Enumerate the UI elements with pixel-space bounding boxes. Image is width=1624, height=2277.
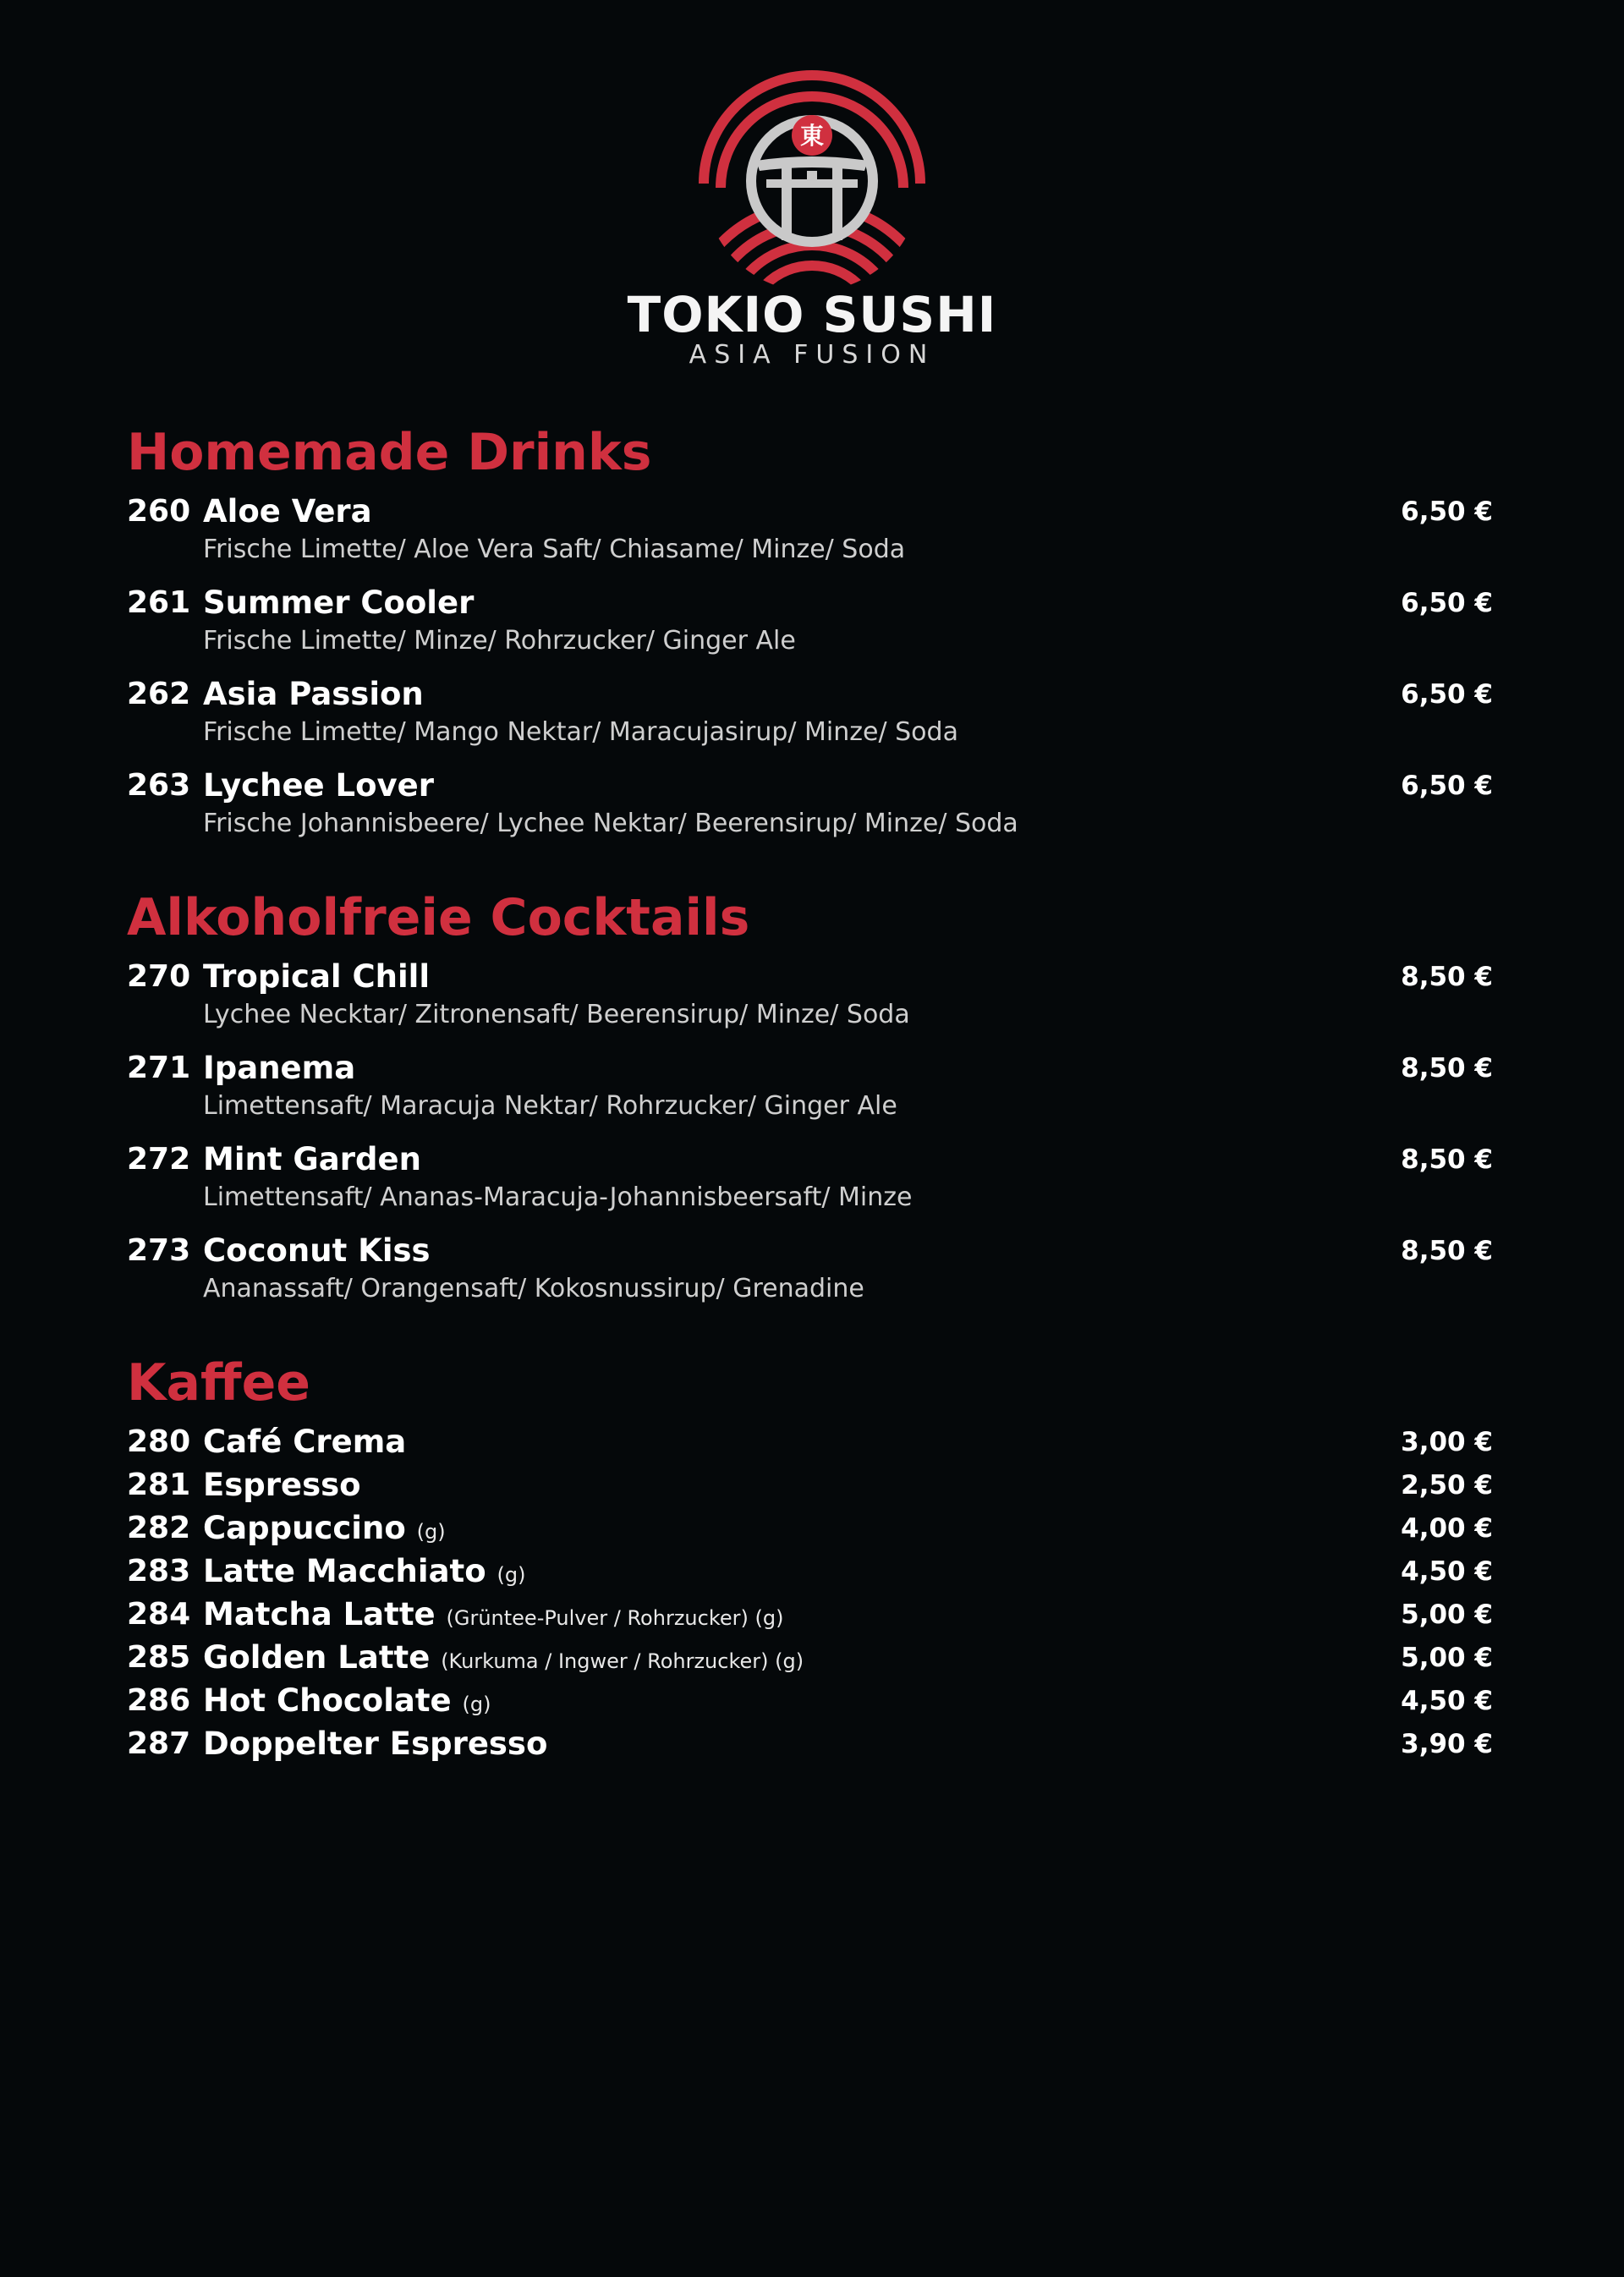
item-number: 263	[127, 768, 191, 803]
menu-item	[127, 1550, 1493, 1594]
item-name: Cappuccino (g)	[203, 1510, 446, 1546]
item-note: (Kurkuma / Ingwer / Rohrzucker) (g)	[441, 1649, 804, 1673]
item-number: 286	[127, 1683, 191, 1718]
item-price: 4,50 €	[1401, 1556, 1493, 1587]
item-name: Doppelter Espresso	[203, 1726, 548, 1762]
item-note: (g)	[462, 1693, 491, 1716]
item-name: Coconut Kiss	[203, 1232, 431, 1269]
brand-name: TOKIO SUSHI	[627, 286, 997, 343]
item-price: 6,50 €	[1401, 771, 1493, 801]
item-description: Limettensaft/ Ananas-Maracuja-Johannisbeersaft/ Minze	[203, 1182, 913, 1212]
item-name: Hot Chocolate (g)	[203, 1682, 491, 1719]
menu-item	[127, 673, 1493, 765]
item-name: Mint Garden	[203, 1141, 421, 1177]
torii-gate-icon	[656, 52, 968, 289]
menu-item	[127, 1138, 1493, 1230]
item-price: 4,00 €	[1401, 1513, 1493, 1544]
item-number: 281	[127, 1468, 191, 1502]
item-price: 8,50 €	[1401, 1236, 1493, 1266]
item-name: Asia Passion	[203, 676, 424, 712]
menu-item	[127, 1047, 1493, 1138]
item-price: 8,50 €	[1401, 1144, 1493, 1175]
item-number: 270	[127, 959, 191, 994]
item-price: 8,50 €	[1401, 1053, 1493, 1084]
item-price: 4,50 €	[1401, 1686, 1493, 1716]
menu-item	[127, 582, 1493, 673]
item-price: 6,50 €	[1401, 679, 1493, 710]
logo-glyph: 東	[799, 122, 825, 150]
item-description: Ananassaft/ Orangensaft/ Kokosnussirup/ Grenadine	[203, 1274, 864, 1303]
item-number: 272	[127, 1142, 191, 1177]
menu-item	[127, 1723, 1493, 1766]
section-title: Homemade Drinks	[127, 423, 652, 482]
item-name: Lychee Lover	[203, 767, 434, 804]
item-description: Limettensaft/ Maracuja Nektar/ Rohrzucker/ Ginger Ale	[203, 1091, 897, 1121]
item-price: 6,50 €	[1401, 497, 1493, 527]
item-number: 282	[127, 1511, 191, 1545]
item-name: Latte Macchiato (g)	[203, 1553, 526, 1589]
item-name: Ipanema	[203, 1050, 356, 1086]
item-number: 273	[127, 1233, 191, 1268]
section-title: Kaffee	[127, 1353, 310, 1413]
item-price: 8,50 €	[1401, 962, 1493, 992]
item-number: 260	[127, 494, 191, 529]
brand-subtitle: ASIA FUSION	[689, 340, 935, 370]
item-name: Aloe Vera	[203, 493, 372, 529]
item-name: Matcha Latte (Grüntee-Pulver / Rohrzucker) (g)	[203, 1596, 784, 1632]
section-homemade-drinks	[127, 423, 1493, 856]
item-description: Frische Johannisbeere/ Lychee Nektar/ Beerensirup/ Minze/ Soda	[203, 809, 1018, 838]
menu-item	[127, 956, 1493, 1047]
item-note: (g)	[497, 1563, 526, 1587]
item-name: Summer Cooler	[203, 584, 475, 621]
item-number: 261	[127, 585, 191, 620]
menu-item	[127, 765, 1493, 856]
item-number: 271	[127, 1051, 191, 1085]
item-name: Golden Latte (Kurkuma / Ingwer / Rohrzucker) (g)	[203, 1639, 804, 1676]
item-name: Tropical Chill	[203, 958, 431, 995]
item-price: 3,00 €	[1401, 1427, 1493, 1457]
item-note: (Grüntee-Pulver / Rohrzucker) (g)	[446, 1606, 784, 1630]
item-price: 6,50 €	[1401, 588, 1493, 618]
menu-item	[127, 1230, 1493, 1321]
menu-item	[127, 1680, 1493, 1723]
item-description: Frische Limette/ Aloe Vera Saft/ Chiasame/ Minze/ Soda	[203, 535, 906, 564]
item-note: (g)	[416, 1520, 446, 1544]
menu-item	[127, 1464, 1493, 1507]
item-price: 5,00 €	[1401, 1643, 1493, 1673]
section-title: Alkoholfreie Cocktails	[127, 888, 750, 947]
item-number: 287	[127, 1726, 191, 1761]
menu-item	[127, 1594, 1493, 1637]
item-price: 3,90 €	[1401, 1729, 1493, 1759]
item-number: 262	[127, 677, 191, 711]
item-price: 2,50 €	[1401, 1470, 1493, 1501]
item-name: Espresso	[203, 1467, 361, 1503]
item-number: 283	[127, 1554, 191, 1588]
item-price: 5,00 €	[1401, 1599, 1493, 1630]
item-number: 284	[127, 1597, 191, 1632]
section-kaffee	[127, 1353, 1493, 1766]
item-name: Café Crema	[203, 1424, 407, 1460]
item-description: Frische Limette/ Minze/ Rohrzucker/ Ginger Ale	[203, 626, 796, 656]
menu-item	[127, 491, 1493, 582]
item-description: Lychee Necktar/ Zitronensaft/ Beerensirup/ Minze/ Soda	[203, 1000, 910, 1029]
item-number: 285	[127, 1640, 191, 1675]
item-number: 280	[127, 1424, 191, 1459]
menu-item	[127, 1507, 1493, 1550]
item-description: Frische Limette/ Mango Nektar/ Maracujasirup/ Minze/ Soda	[203, 717, 958, 747]
section-alkoholfreie-cocktails	[127, 888, 1493, 1321]
menu-item	[127, 1421, 1493, 1464]
menu-item	[127, 1637, 1493, 1680]
